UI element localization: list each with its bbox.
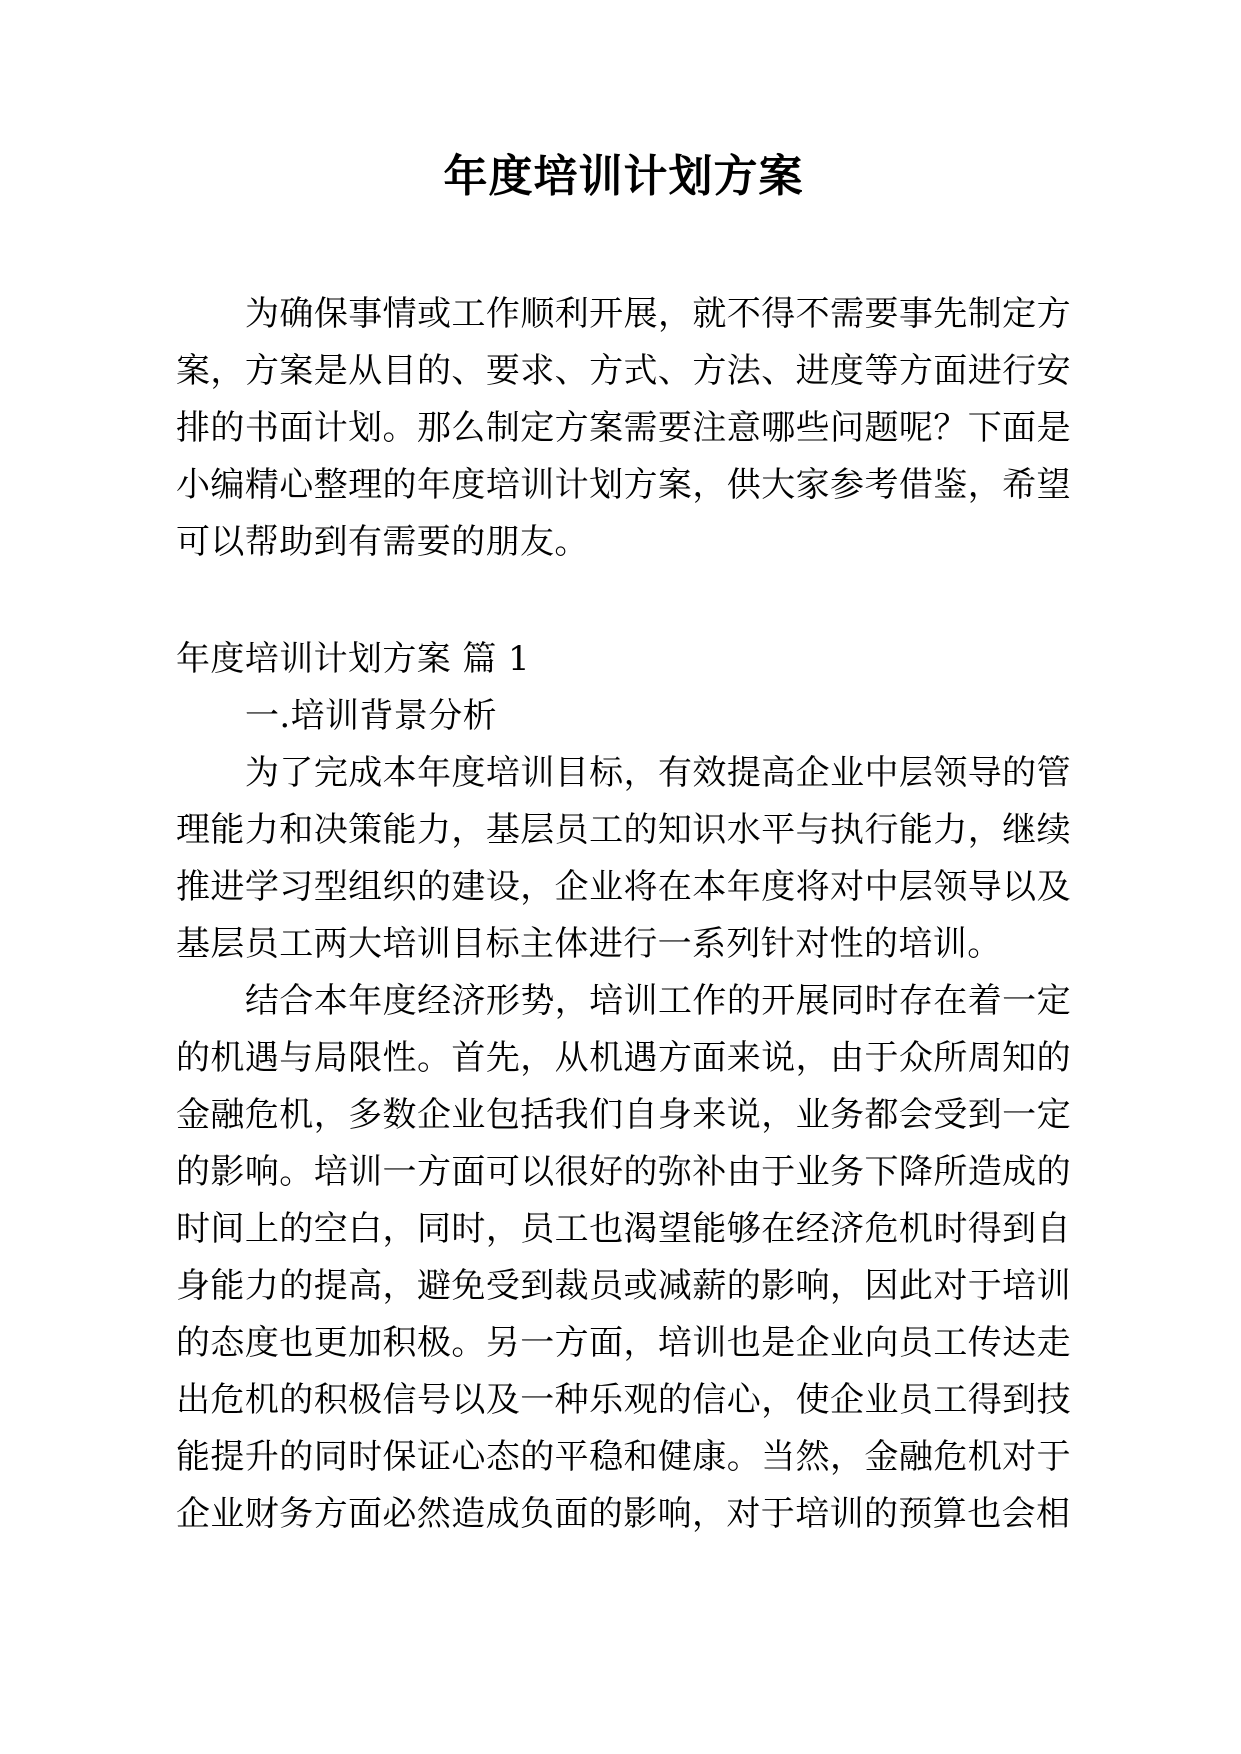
body-paragraph: 结合本年度经济形势，培训工作的开展同时存在着一定的机遇与局限性。首先，从机遇方面来说，由于众所周知的金融危机，多数企业包括我们自身来说，业务都会受到一定的影响。培训一方面可以很好的弥补由于业务下降所造成的时间上的空白，同时，员工也渴望能够在经济危机时得到自身能力的提高，避免受到裁员或减薪的影响，因此对于培训的态度也更加积极。另一方面，培训也是企业向员工传达走出危机的积极信号以及一种乐观的信心，使企业员工得到技能提升的同时保证心态的平稳和健康。当然，金融危机对于企业财务方面必然造成负面的影响，对于培训的预算也会相 — [176, 981, 1071, 1534]
document-title: 年度培训计划方案 — [443, 151, 804, 202]
body-paragraph: 为了完成本年度培训目标，有效提高企业中层领导的管理能力和决策能力，基层员工的知识水平与执行能力，继续推进学习型组织的建设，企业将在本年度将对中层领导以及基层员工两大培训目标主体进行一系列针对性的培训。 — [176, 753, 1071, 964]
section-heading: 年度培训计划方案 篇 1 — [176, 639, 531, 679]
subsection-heading: 一.培训背景分析 — [245, 696, 498, 736]
intro-paragraph: 为确保事情或工作顺利开展，就不得不需要事先制定方案，方案是从目的、要求、方式、方法、进度等方面进行安排的书面计划。那么制定方案需要注意哪些问题呢？下面是小编精心整理的年度培训计划方案，供大家参考借鉴，希望可以帮助到有需要的朋友。 — [176, 294, 1071, 562]
